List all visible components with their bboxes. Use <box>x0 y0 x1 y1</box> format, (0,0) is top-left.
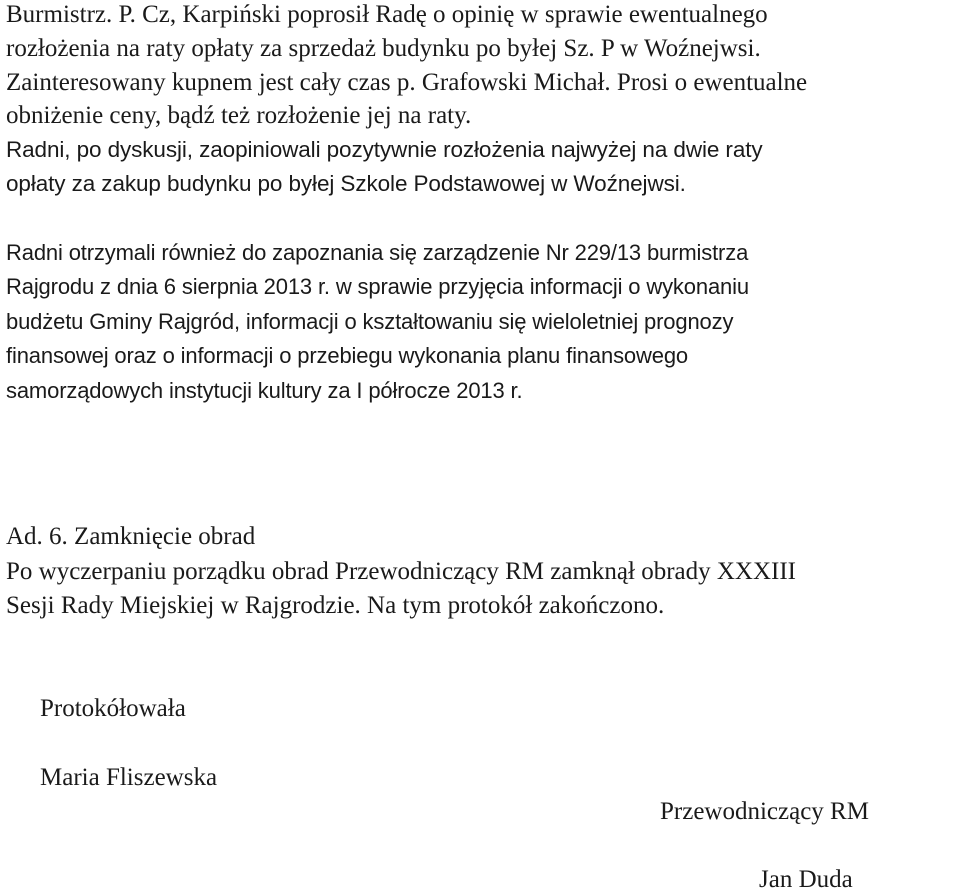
section6-line-1: Po wyczerpaniu porządku obrad Przewodniczący RM zamknął obrady XXXIII <box>6 558 797 585</box>
paragraph1-line-6: opłaty za zakup budynku po byłej Szkole Podstawowej w Woźnejwsi. <box>6 171 686 196</box>
signature-left-title: Protokółowała <box>40 695 186 722</box>
section6-heading: Ad. 6. Zamknięcie obrad <box>6 523 256 550</box>
paragraph2-line-3: budżetu Gminy Rajgród, informacji o kształtowaniu się wieloletniej prognozy <box>6 309 734 334</box>
section6-line-2: Sesji Rady Miejskiej w Rajgrodzie. Na tym protokół zakończono. <box>6 592 665 619</box>
signature-right-name: Jan Duda <box>759 866 853 893</box>
paragraph1-line-3: Zainteresowany kupnem jest cały czas p. Grafowski Michał. Prosi o ewentualne <box>6 69 808 96</box>
paragraph2-line-4: finansowej oraz o informacji o przebiegu wykonania planu finansowego <box>6 343 688 368</box>
paragraph2-line-2: Rajgrodu z dnia 6 sierpnia 2013 r. w sprawie przyjęcia informacji o wykonaniu <box>6 274 749 299</box>
signature-left-name: Maria Fliszewska <box>40 764 218 791</box>
paragraph1-line-2: rozłożenia na raty opłaty za sprzedaż budynku po byłej Sz. P w Woźnejwsi. <box>6 35 761 62</box>
paragraph2-line-5: samorządowych instytucji kultury za I półrocze 2013 r. <box>6 378 523 403</box>
signature-right-title: Przewodniczący RM <box>660 798 869 825</box>
paragraph2-line-1: Radni otrzymali również do zapoznania się zarządzenie Nr 229/13 burmistrza <box>6 240 749 265</box>
paragraph1-line-4: obniżenie ceny, bądź też rozłożenie jej na raty. <box>6 102 472 129</box>
paragraph1-line-5: Radni, po dyskusji, zaopiniowali pozytywnie rozłożenia najwyżej na dwie raty <box>6 137 763 162</box>
paragraph1-line-1: Burmistrz. P. Cz, Karpiński poprosił Radę o opinię w sprawie ewentualnego <box>6 1 768 28</box>
